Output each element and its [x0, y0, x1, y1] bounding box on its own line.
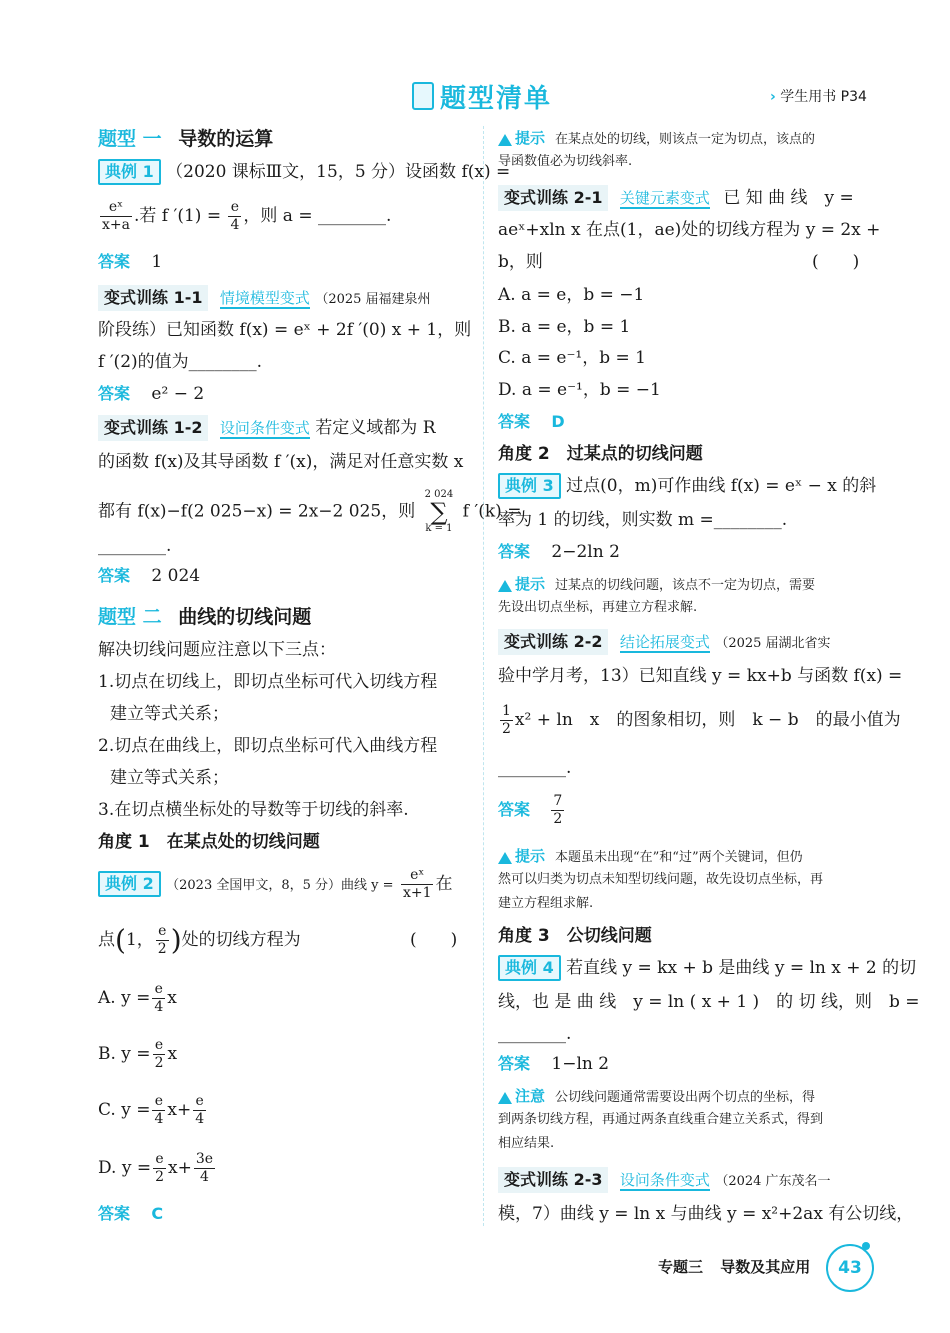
example-2-line2: 点(1， $\frac{e}{2}$ )处的切线方程为 — [98, 923, 301, 957]
example-4: 典例 4 若直线 y = kx + b 是曲线 y = ln x + 2 的切 — [498, 952, 916, 984]
variant-1-2: 变式训练 1-2 设问条件变式 若定义域都为 R — [98, 412, 436, 444]
angle-2-heading: 角度 2 过某点的切线问题 — [498, 444, 703, 464]
option-c: C. y = $\frac{e}{4}$ x+ $\frac{e}{4}$ — [98, 1093, 205, 1127]
example-tag: 典例 4 — [498, 955, 561, 981]
topic-2-point-1a: 1.切点在切线上，即切点坐标可代入切线方程 — [98, 672, 438, 692]
variant-2-2-answer: 答案 $\frac{7}{2}$ — [498, 793, 563, 827]
clipboard-icon — [412, 82, 434, 110]
warning-icon — [498, 580, 512, 592]
angle-1-heading: 角度 1 在某点处的切线问题 — [98, 832, 320, 852]
hint-1: 提示 在某点处的切线，则该点一定为切点，该点的 — [498, 126, 815, 152]
topic-2-point-2a: 2.切点在曲线上，即切点坐标可代入曲线方程 — [98, 736, 438, 756]
variant-1-1-line3: f ′(2)的值为________. — [98, 352, 263, 372]
example-3-answer: 答案 2−2ln 2 — [498, 542, 620, 562]
example-2-answer: 答案 C — [98, 1204, 164, 1223]
warning-icon — [498, 852, 512, 864]
variant-1-1-answer: 答案 e² − 2 — [98, 384, 205, 404]
topic-1-heading: 题型 一 导数的运算 — [98, 128, 274, 150]
warning-icon — [498, 1092, 512, 1104]
example-1-line2: $\frac{\text{eˣ}}{x+a}$ .若 f ′(1) = $\frac{e}{4}$ ，则 a = ________. — [102, 199, 392, 233]
example-3-line2: 率为 1 的切线，则实数 m =________. — [498, 510, 788, 530]
column-divider — [483, 126, 484, 1226]
variant-2-2-line4: ________. — [498, 758, 572, 778]
variant-2-1-option-c: C. a = e⁻¹，b = 1 — [498, 348, 646, 368]
topic-2-heading: 题型 二 曲线的切线问题 — [98, 606, 312, 628]
variant-2-3: 变式训练 2-3 设问条件变式 （2024 广东茂名一 — [498, 1164, 831, 1196]
summation: 2 024 ∑ k = 1 — [424, 489, 454, 534]
option-a: A. y = $\frac{e}{4}$ x — [98, 981, 177, 1015]
variant-2-1-line2: aeˣ+xln x 在点(1，ae)处的切线方程为 y = 2x + — [498, 220, 881, 240]
variant-2-1-paren: ( ) — [812, 252, 860, 272]
variant-2-1: 变式训练 2-1 关键元素变式 已 知 曲 线 y = — [498, 182, 854, 214]
variant-2-2-line3: $\frac{1}{2}$ x² + ln x 的图象相切，则 k − b 的最小值为 — [502, 703, 901, 737]
variant-2-1-line3: b，则 — [498, 252, 543, 272]
example-tag: 典例 3 — [498, 473, 561, 499]
topic-2-intro: 解决切线问题应注意以下三点： — [98, 640, 336, 660]
example-4-answer: 答案 1−ln 2 — [498, 1054, 610, 1074]
page-number-badge — [826, 1244, 874, 1292]
page-title: 题型清单 — [440, 84, 553, 114]
variant-2-2: 变式训练 2-2 结论拓展变式 （2025 届湖北省实 — [498, 626, 831, 658]
example-2: 典例 2 （2023 全国甲文，8，5 分）曲线 y = $\frac{\text{eˣ}}{x+1}$ 在 — [98, 862, 452, 906]
hint-3-line2: 然可以归类为切点未知型切线问题，故先设切点坐标，再 — [498, 872, 824, 887]
option-d: D. y = $\frac{e}{2}$ x+ $\frac{3e}{4}$ — [98, 1151, 214, 1185]
page-number: 43 — [838, 1258, 862, 1278]
hint-2: 提示 过某点的切线问题，该点不一定为切点，需要 — [498, 572, 815, 598]
header-title-banner — [410, 78, 560, 112]
topic-2-point-1b: 建立等式关系； — [110, 704, 229, 724]
variant-1-1-line2: 阶段练）已知函数 f(x) = eˣ + 2f ′(0) x + 1，则 — [98, 320, 472, 340]
header-ref: › 学生用书 P34 — [770, 89, 867, 105]
example-tag: 典例 2 — [98, 871, 161, 897]
footer-topic: 专题三 导数及其应用 — [658, 1258, 811, 1276]
hint-3: 提示 本题虽未出现“在”和“过”两个关键词，但仍 — [498, 844, 803, 870]
dot-icon — [862, 1242, 870, 1250]
variant-1-2-line4: ________. — [98, 536, 172, 556]
hint-1-line2: 导函数值必为切线斜率. — [498, 154, 633, 169]
topic-2-point-2b: 建立等式关系； — [110, 768, 229, 788]
variant-2-3-line2: 模，7）曲线 y = ln x 与曲线 y = x²+2ax 有公切线， — [498, 1204, 914, 1224]
topic-2-point-3: 3.在切点横坐标处的导数等于切线的斜率. — [98, 800, 409, 820]
example-4-line2: 线，也 是 曲 线 y = ln ( x + 1 ) 的 切 线，则 b = — [498, 992, 920, 1012]
variant-2-1-option-a: A. a = e，b = −1 — [498, 285, 645, 305]
chevron-right-icon: › — [770, 89, 776, 105]
variant-1-2-line2: 的函数 f(x)及其导函数 f ′(x)，满足对任意实数 x — [98, 452, 464, 472]
hint-3-line3: 建立方程组求解. — [498, 896, 594, 911]
variant-2-1-answer: 答案 D — [498, 412, 565, 431]
example-2-paren: ( ) — [410, 930, 458, 950]
example-1: 典例 1 （2020 课标Ⅲ文，15，5 分）设函数 f(x) = — [98, 156, 510, 188]
variant-2-2-line2: 验中学月考，13）已知直线 y = kx+b 与函数 f(x) = — [498, 666, 903, 686]
example-3: 典例 3 过点(0，m)可作曲线 f(x) = eˣ − x 的斜 — [498, 470, 876, 502]
angle-3-heading: 角度 3 公切线问题 — [498, 926, 652, 946]
example-1-answer: 答案 1 — [98, 252, 163, 272]
option-b: B. y = $\frac{e}{2}$ x — [98, 1037, 178, 1071]
warning-icon — [498, 134, 512, 146]
note-line3: 相应结果. — [498, 1136, 555, 1151]
example-4-line3: ________. — [498, 1024, 572, 1044]
variant-1-1: 变式训练 1-1 情境模型变式 （2025 届福建泉州 — [98, 282, 431, 314]
variant-1-2-answer: 答案 2 024 — [98, 566, 201, 586]
variant-2-1-option-d: D. a = e⁻¹，b = −1 — [498, 380, 661, 400]
variant-1-2-line3: 都有 f(x)−f(2 025−x) = 2x−2 025，则 2 024 ∑ k = 1 f ′(k) = — [98, 489, 522, 534]
variant-2-1-option-b: B. a = e，b = 1 — [498, 317, 631, 337]
note-line2: 到两条切线方程，再通过两条直线重合建立关系式，得到 — [498, 1112, 824, 1127]
note: 注意 公切线问题通常需要设出两个切点的坐标，得 — [498, 1084, 815, 1110]
example-tag: 典例 1 — [98, 159, 161, 185]
hint-2-line2: 先设出切点坐标，再建立方程求解. — [498, 600, 698, 615]
